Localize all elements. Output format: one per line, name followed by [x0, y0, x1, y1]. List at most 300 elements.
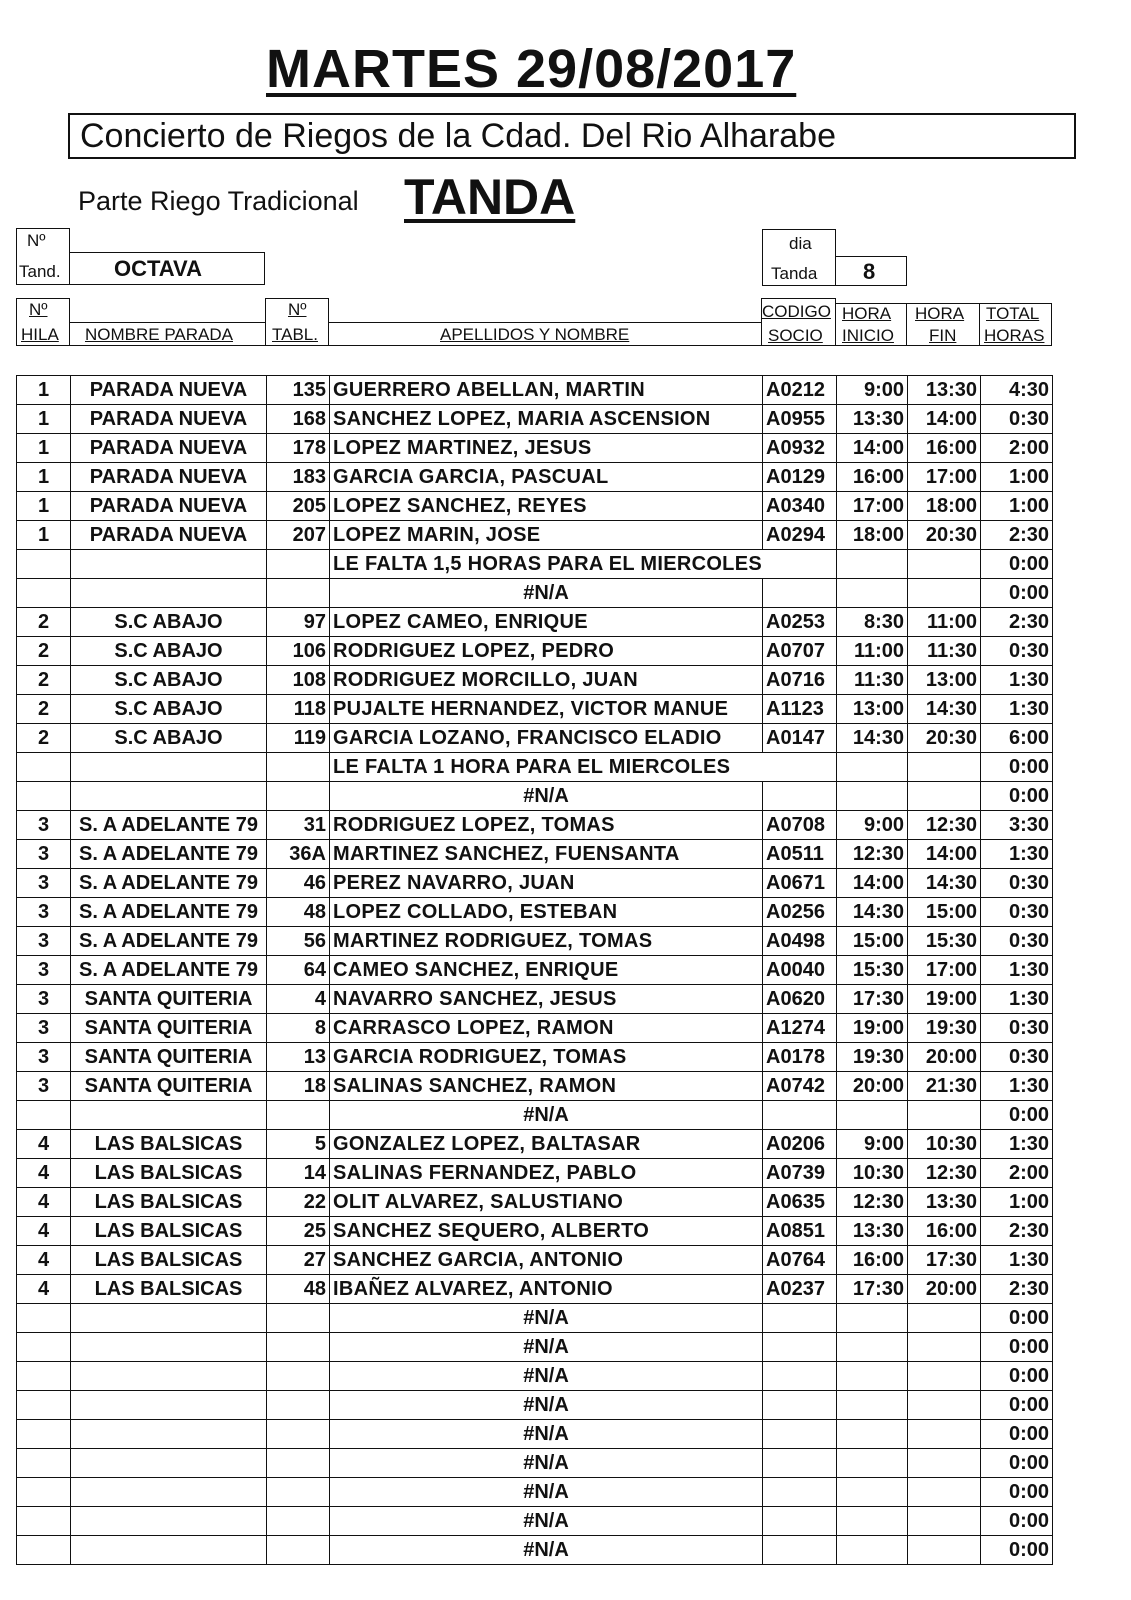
cell-fin: 14:30: [908, 869, 981, 898]
cell-total: 4:30: [981, 376, 1053, 405]
cell-na: #N/A: [330, 579, 763, 608]
subtitle-box: [68, 113, 1076, 159]
table-row: [17, 1478, 1053, 1507]
table-row: [17, 985, 1053, 1014]
table-row: [17, 1507, 1053, 1536]
table-row: [17, 1536, 1053, 1565]
cell-nombre: NAVARRO SANCHEZ, JESUS: [330, 985, 763, 1014]
cell-parada: S.C ABAJO: [71, 724, 267, 753]
cell-parada: LAS BALSICAS: [71, 1246, 267, 1275]
cell-total: 1:30: [981, 695, 1053, 724]
table-row: [17, 869, 1053, 898]
cell-hila: 1: [17, 463, 71, 492]
cell-hila: [17, 782, 71, 811]
cell-fin: 20:30: [908, 724, 981, 753]
cell-tabl: [267, 753, 330, 782]
cell-total: 0:00: [981, 1449, 1053, 1478]
cell-total: 0:00: [981, 782, 1053, 811]
cell-na: #N/A: [330, 1304, 763, 1333]
cell-nombre: LOPEZ MARTINEZ, JESUS: [330, 434, 763, 463]
cell-codigo: A0340: [763, 492, 837, 521]
cell-tabl: [267, 550, 330, 579]
cell-fin: 14:00: [908, 840, 981, 869]
cell-fin: 11:30: [908, 637, 981, 666]
cell-fin: [908, 550, 981, 579]
table-row: [17, 1362, 1053, 1391]
cell-fin: [908, 1420, 981, 1449]
cell-na: #N/A: [330, 1391, 763, 1420]
cell-hila: 4: [17, 1217, 71, 1246]
cell-total: 1:30: [981, 666, 1053, 695]
cell-tabl: 106: [267, 637, 330, 666]
col-hila: [16, 298, 70, 346]
cell-codigo: A0237: [763, 1275, 837, 1304]
col-tabl: [265, 298, 329, 346]
cell-parada: S. A ADELANTE 79: [71, 840, 267, 869]
cell-codigo: [763, 1333, 837, 1362]
cell-inicio: [837, 1536, 908, 1565]
cell-nombre: SALINAS SANCHEZ, RAMON: [330, 1072, 763, 1101]
cell-inicio: 13:30: [837, 405, 908, 434]
cell-inicio: [837, 1507, 908, 1536]
cell-total: 1:30: [981, 1072, 1053, 1101]
cell-hila: [17, 1536, 71, 1565]
cell-parada: [71, 1333, 267, 1362]
table-row: [17, 1014, 1053, 1043]
cell-hila: 1: [17, 434, 71, 463]
cell-total: 1:00: [981, 492, 1053, 521]
cell-codigo: [763, 1478, 837, 1507]
cell-fin: 16:00: [908, 1217, 981, 1246]
cell-tabl: [267, 1420, 330, 1449]
col-tabl-top: Nº: [288, 300, 307, 319]
cell-fin: 18:00: [908, 492, 981, 521]
cell-inicio: [837, 1478, 908, 1507]
cell-inicio: [837, 782, 908, 811]
cell-na: #N/A: [330, 782, 763, 811]
cell-total: 1:00: [981, 463, 1053, 492]
cell-hila: 1: [17, 376, 71, 405]
cell-hila: 3: [17, 811, 71, 840]
cell-codigo: A0932: [763, 434, 837, 463]
table-body: [17, 376, 1053, 1565]
cell-inicio: 14:30: [837, 724, 908, 753]
cell-fin: [908, 1391, 981, 1420]
cell-inicio: [837, 1101, 908, 1130]
cell-nombre: GONZALEZ LOPEZ, BALTASAR: [330, 1130, 763, 1159]
cell-codigo: A0742: [763, 1072, 837, 1101]
subtitle: Concierto de Riegos de la Cdad. Del Rio Alharabe: [80, 117, 837, 155]
cell-tabl: 48: [267, 898, 330, 927]
cell-hila: 4: [17, 1130, 71, 1159]
cell-inicio: 19:30: [837, 1043, 908, 1072]
cell-nombre: GUERRERO ABELLAN, MARTIN: [330, 376, 763, 405]
cell-parada: S.C ABAJO: [71, 637, 267, 666]
cell-hila: [17, 1478, 71, 1507]
cell-total: 0:00: [981, 1507, 1053, 1536]
cell-codigo: A0256: [763, 898, 837, 927]
dia-label: dia: [789, 234, 812, 253]
cell-inicio: 15:00: [837, 927, 908, 956]
cell-parada: LAS BALSICAS: [71, 1130, 267, 1159]
cell-codigo: A0294: [763, 521, 837, 550]
cell-tabl: 31: [267, 811, 330, 840]
cell-codigo: A0708: [763, 811, 837, 840]
cell-fin: [908, 1536, 981, 1565]
cell-inicio: 11:30: [837, 666, 908, 695]
col-total: [979, 303, 1052, 346]
col-fin: [906, 303, 980, 346]
table-row: [17, 550, 1053, 579]
cell-parada: [71, 1449, 267, 1478]
cell-inicio: [837, 1391, 908, 1420]
cell-tabl: 97: [267, 608, 330, 637]
table-row: [17, 1449, 1053, 1478]
cell-parada: [71, 1420, 267, 1449]
cell-inicio: 14:30: [837, 898, 908, 927]
cell-nombre: LOPEZ CAMEO, ENRIQUE: [330, 608, 763, 637]
cell-total: 2:30: [981, 521, 1053, 550]
cell-fin: [908, 1101, 981, 1130]
tand-value-box: [69, 252, 265, 285]
cell-hila: 4: [17, 1188, 71, 1217]
cell-inicio: 19:00: [837, 1014, 908, 1043]
cell-fin: 13:00: [908, 666, 981, 695]
cell-hila: 2: [17, 608, 71, 637]
cell-codigo: A0511: [763, 840, 837, 869]
cell-hila: 3: [17, 898, 71, 927]
cell-inicio: [837, 1449, 908, 1478]
cell-tabl: 36A: [267, 840, 330, 869]
cell-tabl: [267, 1507, 330, 1536]
cell-inicio: [837, 753, 908, 782]
cell-total: 2:00: [981, 1159, 1053, 1188]
cell-inicio: [837, 1333, 908, 1362]
cell-parada: LAS BALSICAS: [71, 1275, 267, 1304]
table-row: [17, 811, 1053, 840]
cell-fin: 15:00: [908, 898, 981, 927]
cell-tabl: 56: [267, 927, 330, 956]
cell-codigo: A0253: [763, 608, 837, 637]
table-row: [17, 695, 1053, 724]
cell-nombre: GARCIA RODRIGUEZ, TOMAS: [330, 1043, 763, 1072]
cell-fin: [908, 1449, 981, 1478]
table-row: [17, 434, 1053, 463]
cell-inicio: 12:30: [837, 840, 908, 869]
table-row: [17, 898, 1053, 927]
cell-fin: 13:30: [908, 1188, 981, 1217]
cell-inicio: 8:30: [837, 608, 908, 637]
cell-codigo: A0212: [763, 376, 837, 405]
cell-total: 0:30: [981, 637, 1053, 666]
cell-nombre: SANCHEZ SEQUERO, ALBERTO: [330, 1217, 763, 1246]
cell-nombre: MARTINEZ SANCHEZ, FUENSANTA: [330, 840, 763, 869]
cell-nombre: RODRIGUEZ MORCILLO, JUAN: [330, 666, 763, 695]
cell-hila: [17, 1362, 71, 1391]
cell-codigo: A0040: [763, 956, 837, 985]
cell-hila: 3: [17, 1014, 71, 1043]
cell-nombre: PEREZ NAVARRO, JUAN: [330, 869, 763, 898]
cell-tabl: [267, 1333, 330, 1362]
cell-total: 6:00: [981, 724, 1053, 753]
cell-codigo: A0129: [763, 463, 837, 492]
cell-hila: 3: [17, 1072, 71, 1101]
table-row: [17, 521, 1053, 550]
cell-fin: 20:00: [908, 1043, 981, 1072]
cell-parada: [71, 1478, 267, 1507]
cell-hila: 3: [17, 927, 71, 956]
cell-tabl: 119: [267, 724, 330, 753]
cell-codigo: A0739: [763, 1159, 837, 1188]
tand-n-label: Nº: [27, 231, 46, 250]
table-row: [17, 1217, 1053, 1246]
table-row: [17, 463, 1053, 492]
cell-fin: [908, 1362, 981, 1391]
cell-parada: SANTA QUITERIA: [71, 1014, 267, 1043]
dia-value: 8: [863, 259, 876, 284]
cell-tabl: [267, 1478, 330, 1507]
col-codigo: [761, 298, 836, 346]
cell-fin: 20:30: [908, 521, 981, 550]
cell-fin: [908, 579, 981, 608]
cell-total: 0:30: [981, 405, 1053, 434]
cell-fin: 16:00: [908, 434, 981, 463]
cell-na: #N/A: [330, 1101, 763, 1130]
cell-hila: 1: [17, 405, 71, 434]
cell-parada: PARADA NUEVA: [71, 434, 267, 463]
cell-fin: [908, 1478, 981, 1507]
cell-codigo: A0671: [763, 869, 837, 898]
cell-tabl: 46: [267, 869, 330, 898]
cell-total: 1:30: [981, 985, 1053, 1014]
cell-codigo: A0851: [763, 1217, 837, 1246]
cell-tabl: 27: [267, 1246, 330, 1275]
page-title: MARTES 29/08/2017: [266, 39, 797, 99]
cell-inicio: 15:30: [837, 956, 908, 985]
cell-inicio: 9:00: [837, 811, 908, 840]
cell-parada: S. A ADELANTE 79: [71, 898, 267, 927]
cell-tabl: [267, 1304, 330, 1333]
cell-tabl: 48: [267, 1275, 330, 1304]
cell-inicio: [837, 1304, 908, 1333]
cell-total: 0:00: [981, 1536, 1053, 1565]
cell-codigo: [763, 1101, 837, 1130]
col-fin-top: HORA: [915, 304, 965, 323]
col-inicio-bottom: INICIO: [842, 326, 894, 345]
cell-codigo: A0620: [763, 985, 837, 1014]
cell-parada: LAS BALSICAS: [71, 1217, 267, 1246]
table-row: [17, 492, 1053, 521]
cell-na: #N/A: [330, 1362, 763, 1391]
cell-total: 2:00: [981, 434, 1053, 463]
cell-fin: 21:30: [908, 1072, 981, 1101]
tand-value: OCTAVA: [114, 256, 202, 281]
cell-inicio: 9:00: [837, 376, 908, 405]
cell-tabl: [267, 1449, 330, 1478]
cell-nombre: GARCIA GARCIA, PASCUAL: [330, 463, 763, 492]
cell-parada: S. A ADELANTE 79: [71, 927, 267, 956]
cell-parada: PARADA NUEVA: [71, 521, 267, 550]
col-fin-bottom: FIN: [929, 326, 957, 345]
col-codigo-bottom: SOCIO: [768, 326, 823, 345]
cell-inicio: 16:00: [837, 463, 908, 492]
cell-na: #N/A: [330, 1507, 763, 1536]
cell-hila: [17, 1420, 71, 1449]
cell-fin: 12:30: [908, 811, 981, 840]
cell-parada: S. A ADELANTE 79: [71, 869, 267, 898]
col-parada-label: NOMBRE PARADA: [85, 325, 233, 344]
table-row: [17, 579, 1053, 608]
cell-tabl: 14: [267, 1159, 330, 1188]
cell-fin: 10:30: [908, 1130, 981, 1159]
cell-hila: [17, 1507, 71, 1536]
cell-inicio: 11:00: [837, 637, 908, 666]
cell-codigo: A0178: [763, 1043, 837, 1072]
cell-na: #N/A: [330, 1478, 763, 1507]
table-row: [17, 724, 1053, 753]
cell-codigo: A0955: [763, 405, 837, 434]
table-row: [17, 637, 1053, 666]
cell-codigo: A0707: [763, 637, 837, 666]
table-row: [17, 376, 1053, 405]
cell-fin: 15:30: [908, 927, 981, 956]
cell-inicio: 17:00: [837, 492, 908, 521]
cell-tabl: [267, 1391, 330, 1420]
cell-parada: [71, 1304, 267, 1333]
cell-inicio: 14:00: [837, 434, 908, 463]
cell-tabl: 4: [267, 985, 330, 1014]
cell-hila: 3: [17, 1043, 71, 1072]
cell-inicio: 18:00: [837, 521, 908, 550]
cell-hila: [17, 1304, 71, 1333]
cell-inicio: 14:00: [837, 869, 908, 898]
cell-total: 0:30: [981, 1014, 1053, 1043]
cell-codigo: A0716: [763, 666, 837, 695]
cell-nombre: IBAÑEZ ALVAREZ, ANTONIO: [330, 1275, 763, 1304]
dia-label-box: [762, 229, 836, 286]
cell-total: 0:30: [981, 927, 1053, 956]
cell-fin: 17:30: [908, 1246, 981, 1275]
cell-fin: 19:00: [908, 985, 981, 1014]
cell-parada: [71, 579, 267, 608]
cell-inicio: 9:00: [837, 1130, 908, 1159]
cell-hila: [17, 550, 71, 579]
cell-inicio: 12:30: [837, 1188, 908, 1217]
cell-fin: 13:30: [908, 376, 981, 405]
cell-codigo: A1123: [763, 695, 837, 724]
cell-parada: S. A ADELANTE 79: [71, 956, 267, 985]
cell-codigo: [763, 1420, 837, 1449]
cell-fin: 14:00: [908, 405, 981, 434]
cell-nombre: GARCIA LOZANO, FRANCISCO ELADIO: [330, 724, 763, 753]
table-row: [17, 1246, 1053, 1275]
cell-hila: 1: [17, 521, 71, 550]
cell-hila: 4: [17, 1275, 71, 1304]
cell-hila: 2: [17, 695, 71, 724]
cell-tabl: 168: [267, 405, 330, 434]
cell-codigo: A0206: [763, 1130, 837, 1159]
cell-fin: [908, 782, 981, 811]
cell-parada: PARADA NUEVA: [71, 463, 267, 492]
cell-tabl: 178: [267, 434, 330, 463]
table-row: [17, 956, 1053, 985]
cell-total: 0:00: [981, 1333, 1053, 1362]
table-row: [17, 1304, 1053, 1333]
col-tabl-bottom: TABL.: [272, 325, 318, 344]
col-hila-top: Nº: [29, 300, 48, 319]
cell-hila: [17, 753, 71, 782]
cell-inicio: 20:00: [837, 1072, 908, 1101]
cell-inicio: [837, 579, 908, 608]
cell-parada: LAS BALSICAS: [71, 1159, 267, 1188]
cell-codigo: [763, 1449, 837, 1478]
cell-total: 0:00: [981, 753, 1053, 782]
cell-hila: 4: [17, 1246, 71, 1275]
cell-tabl: 205: [267, 492, 330, 521]
cell-parada: S.C ABAJO: [71, 666, 267, 695]
cell-parada: [71, 550, 267, 579]
cell-nombre: LOPEZ MARIN, JOSE: [330, 521, 763, 550]
cell-hila: 3: [17, 956, 71, 985]
irrigation-table: [16, 375, 1053, 1565]
cell-total: 0:00: [981, 1478, 1053, 1507]
cell-hila: [17, 1333, 71, 1362]
cell-fin: 19:30: [908, 1014, 981, 1043]
cell-codigo: A0635: [763, 1188, 837, 1217]
cell-fin: 17:00: [908, 956, 981, 985]
table-row: [17, 1101, 1053, 1130]
parte-label: Parte Riego Tradicional: [78, 186, 359, 216]
table-row: [17, 608, 1053, 637]
table-row: [17, 1130, 1053, 1159]
cell-total: 3:30: [981, 811, 1053, 840]
cell-inicio: 17:30: [837, 985, 908, 1014]
cell-tabl: [267, 1362, 330, 1391]
cell-hila: 2: [17, 724, 71, 753]
cell-total: 2:30: [981, 608, 1053, 637]
cell-codigo: [763, 1391, 837, 1420]
table-row: [17, 1072, 1053, 1101]
cell-inicio: [837, 1420, 908, 1449]
cell-inicio: 10:30: [837, 1159, 908, 1188]
cell-tabl: 5: [267, 1130, 330, 1159]
cell-fin: 11:00: [908, 608, 981, 637]
cell-tabl: [267, 782, 330, 811]
cell-tabl: 108: [267, 666, 330, 695]
cell-na: #N/A: [330, 1536, 763, 1565]
cell-nombre: PUJALTE HERNANDEZ, VICTOR MANUE: [330, 695, 763, 724]
cell-nombre: SANCHEZ GARCIA, ANTONIO: [330, 1246, 763, 1275]
col-inicio-top: HORA: [842, 304, 892, 323]
cell-tabl: [267, 579, 330, 608]
cell-nombre: RODRIGUEZ LOPEZ, PEDRO: [330, 637, 763, 666]
cell-tabl: 64: [267, 956, 330, 985]
cell-parada: PARADA NUEVA: [71, 376, 267, 405]
cell-parada: LAS BALSICAS: [71, 1188, 267, 1217]
cell-nombre: CAMEO SANCHEZ, ENRIQUE: [330, 956, 763, 985]
table-row: [17, 1188, 1053, 1217]
cell-parada: SANTA QUITERIA: [71, 1043, 267, 1072]
cell-hila: [17, 579, 71, 608]
cell-na: #N/A: [330, 1420, 763, 1449]
cell-fin: 17:00: [908, 463, 981, 492]
cell-hila: 3: [17, 840, 71, 869]
cell-tabl: 18: [267, 1072, 330, 1101]
cell-fin: [908, 1507, 981, 1536]
col-total-top: TOTAL: [986, 304, 1040, 323]
cell-total: 1:30: [981, 840, 1053, 869]
col-parada: [69, 322, 266, 346]
